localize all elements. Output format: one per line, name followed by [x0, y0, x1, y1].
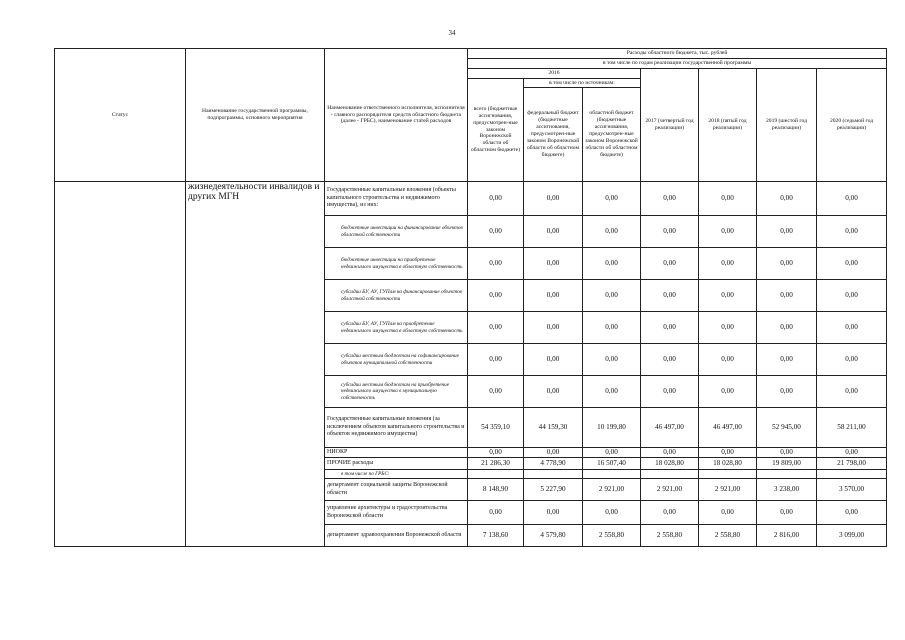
value-cell: 0,00: [468, 312, 524, 344]
row-label: субсидии БУ, АУ, ГУПам на финансирование объектов областной собственности: [325, 280, 468, 312]
value-cell: 0,00: [641, 312, 699, 344]
page-number: 34: [448, 29, 456, 37]
value-cell: 2 921,00: [641, 479, 699, 501]
value-cell: 0,00: [757, 376, 817, 408]
row-label: департамент социальной защиты Воронежской области: [325, 479, 468, 501]
value-cell: 3 099,00: [817, 525, 887, 547]
row-label: управление архитектуры и градостроительства Воронежской области: [325, 501, 468, 525]
value-cell: 2 558,80: [699, 525, 757, 547]
row-label: субсидии местным бюджетам на приобретение недвижимого имущества в муниципальную собственность: [325, 376, 468, 408]
value-cell: 8 148,90: [468, 479, 524, 501]
value-cell: 0,00: [699, 182, 757, 216]
value-cell: 0,00: [468, 216, 524, 248]
value-cell: 0,00: [699, 216, 757, 248]
value-cell: 0,00: [757, 312, 817, 344]
value-cell: 21 798,00: [817, 458, 887, 470]
row-label: Государственные капитальные вложения (за исключением объектов капитального строительства и объектов недвижимого имущества): [325, 408, 468, 448]
value-cell: 0,00: [524, 501, 583, 525]
header-2018: 2018 (пятый год реализации): [699, 69, 757, 182]
value-cell: 52 945,00: [757, 408, 817, 448]
value-cell: 0,00: [524, 280, 583, 312]
value-cell: 0,00: [583, 280, 641, 312]
value-cell: 0,00: [468, 182, 524, 216]
value-cell: 0,00: [699, 248, 757, 280]
empty-cell: [583, 470, 641, 479]
value-cell: 0,00: [641, 182, 699, 216]
value-cell: 0,00: [583, 248, 641, 280]
empty-cell: [524, 470, 583, 479]
value-cell: 0,00: [641, 280, 699, 312]
value-cell: 0,00: [817, 312, 887, 344]
value-cell: 0,00: [524, 312, 583, 344]
header-total: всего (бюджетные ассигнования, предусмотрен-ные законом Воронежской области об областном бюджете): [468, 79, 524, 182]
row-label: бюджетные инвестиции на приобретение недвижимого имущества в областную собственность: [325, 248, 468, 280]
value-cell: 0,00: [583, 376, 641, 408]
value-cell: 0,00: [699, 312, 757, 344]
header-program-name: Наименование государственной программы, подпрограммы, основного мероприятия: [186, 49, 325, 182]
value-cell: 0,00: [468, 376, 524, 408]
value-cell: 0,00: [699, 280, 757, 312]
value-cell: 0,00: [757, 448, 817, 458]
value-cell: 0,00: [468, 280, 524, 312]
value-cell: 3 238,00: [757, 479, 817, 501]
value-cell: 46 497,00: [699, 408, 757, 448]
header-by-sources: в том числе по источникам:: [524, 79, 641, 88]
program-name-cell: жизнедеятельности инвалидов и других МГН: [186, 182, 325, 547]
header-2017: 2017 (четвертый год реализации): [641, 69, 699, 182]
status-cell: [55, 182, 186, 547]
value-cell: 2 921,00: [583, 479, 641, 501]
header-status: Статус: [55, 49, 186, 182]
value-cell: 0,00: [583, 344, 641, 376]
value-cell: 0,00: [468, 248, 524, 280]
empty-cell: [641, 470, 699, 479]
header-by-years: в том числе по годам реализации государственной программы: [468, 59, 887, 69]
header-year-2016: 2016: [468, 69, 641, 79]
value-cell: 0,00: [817, 248, 887, 280]
value-cell: 0,00: [641, 344, 699, 376]
row-label: субсидии местным бюджетам на софинансирование объектов муниципальной собственности: [325, 344, 468, 376]
value-cell: 0,00: [524, 448, 583, 458]
value-cell: 2 558,80: [583, 525, 641, 547]
value-cell: 2 558,80: [641, 525, 699, 547]
value-cell: 0,00: [583, 448, 641, 458]
value-cell: 0,00: [641, 376, 699, 408]
empty-cell: [468, 470, 524, 479]
value-cell: 4 579,80: [524, 525, 583, 547]
row-label: НИОКР: [325, 448, 468, 458]
value-cell: 0,00: [468, 501, 524, 525]
budget-table: [54, 48, 887, 547]
empty-cell: [817, 470, 887, 479]
value-cell: 10 199,80: [583, 408, 641, 448]
value-cell: 0,00: [817, 376, 887, 408]
value-cell: 21 286,30: [468, 458, 524, 470]
value-cell: 0,00: [757, 248, 817, 280]
value-cell: 0,00: [468, 344, 524, 376]
empty-cell: [699, 470, 757, 479]
row-label: ПРОЧИЕ расходы: [325, 458, 468, 470]
value-cell: 0,00: [641, 248, 699, 280]
header-executor: Наименование ответственного исполнителя, исполнителя - главного распорядителя средств областного бюджета (далее - ГРБС), наименование статей расходов: [325, 49, 468, 182]
value-cell: 0,00: [699, 376, 757, 408]
value-cell: 0,00: [583, 216, 641, 248]
value-cell: 0,00: [641, 501, 699, 525]
row-label: в том числе по ГРБС:: [325, 470, 468, 479]
header-regional: областной бюджет (бюджетные ассигнования, предусмотрен-ные законом Воронежской области об областном бюджете): [583, 88, 641, 182]
value-cell: 0,00: [699, 344, 757, 376]
value-cell: 0,00: [817, 344, 887, 376]
value-cell: 0,00: [524, 376, 583, 408]
header-2020: 2020 (седьмой год реализации): [817, 69, 887, 182]
value-cell: 0,00: [641, 448, 699, 458]
value-cell: 5 227,90: [524, 479, 583, 501]
value-cell: 0,00: [757, 182, 817, 216]
value-cell: 0,00: [757, 501, 817, 525]
value-cell: 18 028,80: [699, 458, 757, 470]
value-cell: 58 211,00: [817, 408, 887, 448]
value-cell: 0,00: [583, 182, 641, 216]
value-cell: 18 028,80: [641, 458, 699, 470]
value-cell: 0,00: [524, 248, 583, 280]
empty-cell: [757, 470, 817, 479]
value-cell: 0,00: [817, 448, 887, 458]
value-cell: 0,00: [757, 216, 817, 248]
row-label: бюджетные инвестиции на финансирование объектов областной собственности: [325, 216, 468, 248]
value-cell: 0,00: [699, 501, 757, 525]
value-cell: 0,00: [468, 448, 524, 458]
value-cell: 0,00: [817, 280, 887, 312]
value-cell: 0,00: [583, 501, 641, 525]
value-cell: 0,00: [699, 448, 757, 458]
value-cell: 3 570,00: [817, 479, 887, 501]
value-cell: 0,00: [524, 182, 583, 216]
value-cell: 16 507,40: [583, 458, 641, 470]
value-cell: 0,00: [817, 216, 887, 248]
row-label: субсидии БУ, АУ, ГУПам на приобретение недвижимого имущества в областную собственность: [325, 312, 468, 344]
value-cell: 0,00: [524, 344, 583, 376]
row-label: департамент здравоохранения Воронежской области: [325, 525, 468, 547]
header-federal: федеральный бюджет (бюджетные ассигнования, предусмотрен-ные законом Воронежской области об областном бюджете): [524, 88, 583, 182]
value-cell: 2 816,00: [757, 525, 817, 547]
value-cell: 44 159,30: [524, 408, 583, 448]
value-cell: 2 921,00: [699, 479, 757, 501]
value-cell: 46 497,00: [641, 408, 699, 448]
value-cell: 0,00: [817, 501, 887, 525]
value-cell: 0,00: [641, 216, 699, 248]
value-cell: 54 359,10: [468, 408, 524, 448]
value-cell: 0,00: [817, 182, 887, 216]
header-2019: 2019 (шестой год реализации): [757, 69, 817, 182]
table-row: [55, 182, 887, 216]
header-expenses: Расходы областного бюджета, тыс. рублей: [468, 49, 887, 59]
value-cell: 19 809,00: [757, 458, 817, 470]
value-cell: 0,00: [524, 216, 583, 248]
value-cell: 0,00: [757, 280, 817, 312]
row-label: Государственные капитальные вложения (объекты капитального строительства и недвижимого имущества), из них:: [325, 182, 468, 216]
value-cell: 0,00: [757, 344, 817, 376]
value-cell: 4 778,90: [524, 458, 583, 470]
value-cell: 7 138,60: [468, 525, 524, 547]
value-cell: 0,00: [583, 312, 641, 344]
